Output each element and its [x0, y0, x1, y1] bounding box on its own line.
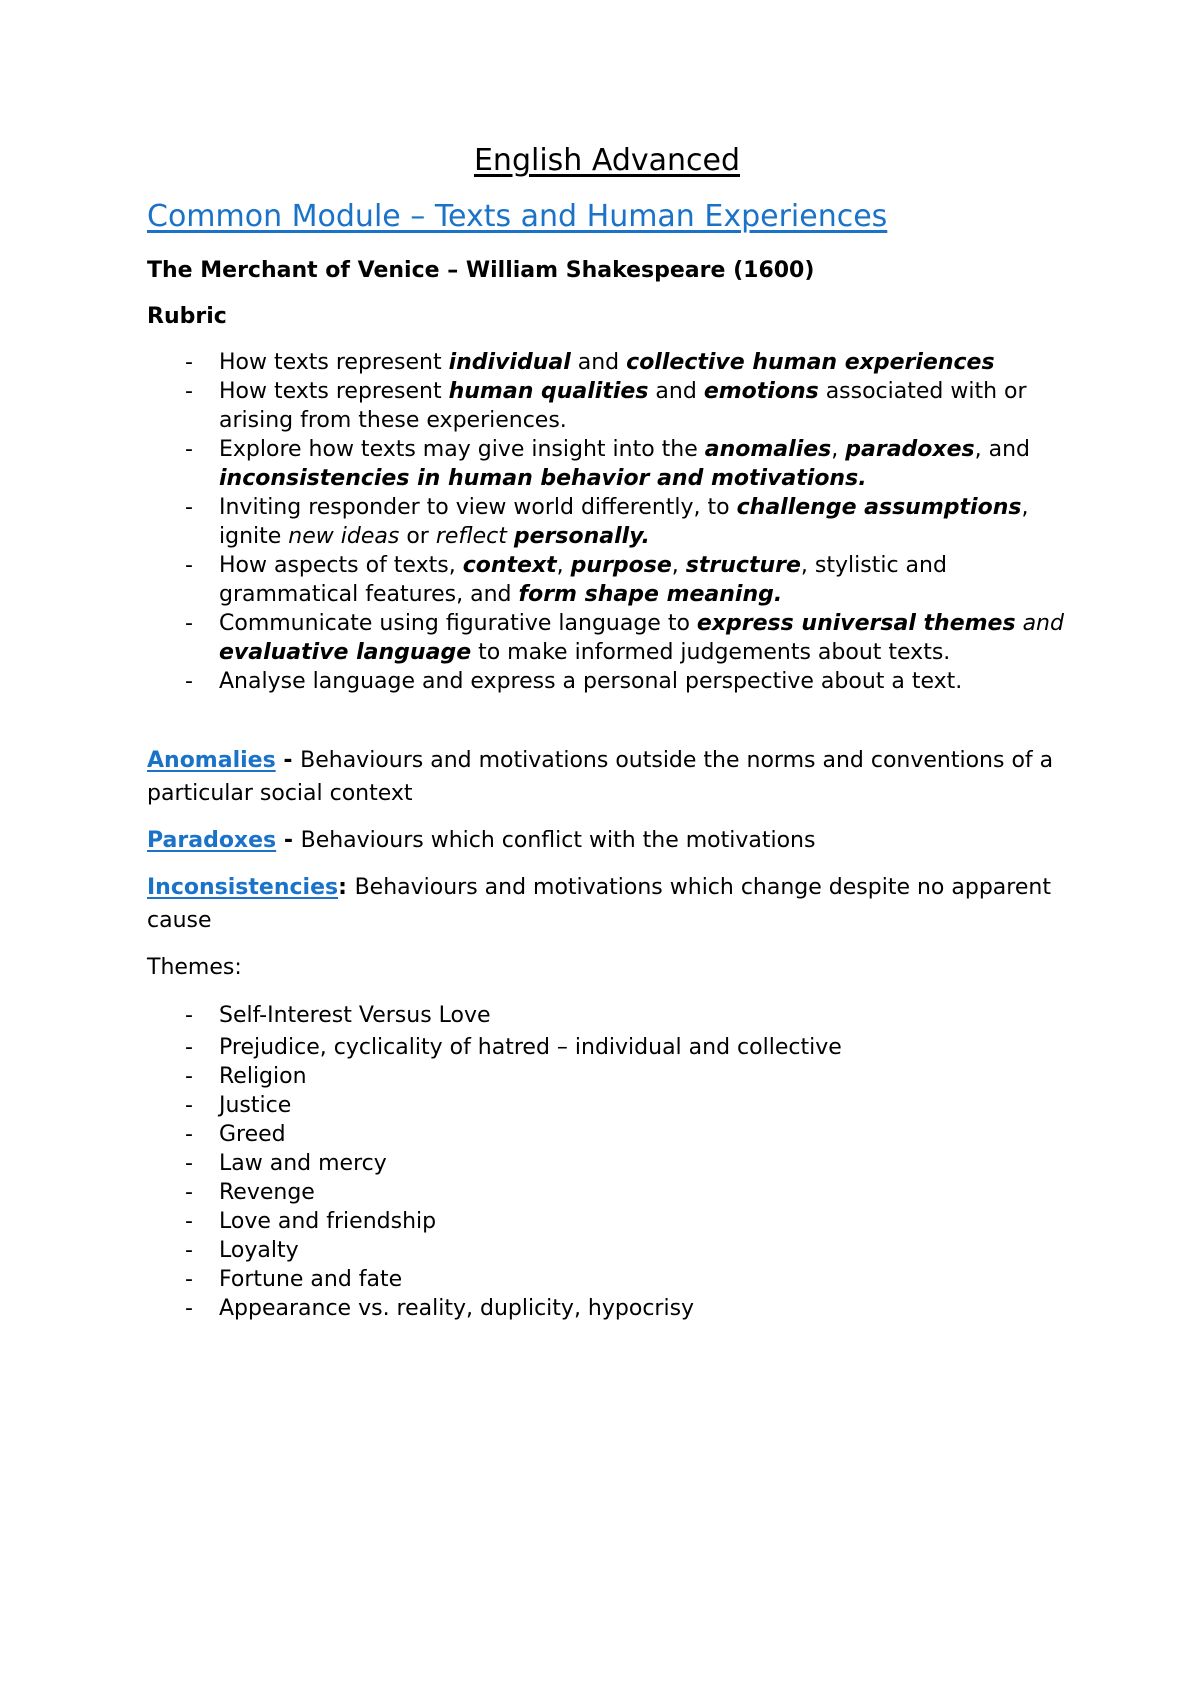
rubric-emphasis: challenge assumptions	[736, 495, 1022, 520]
rubric-item	[147, 348, 1067, 377]
themes-label: Themes:	[147, 955, 242, 980]
rubric-item	[147, 435, 1067, 493]
rubric-emphasis: individual	[448, 350, 571, 375]
rubric-text: , and	[974, 437, 1031, 462]
bullet-dash: -	[185, 1267, 193, 1292]
theme-text: Revenge	[219, 1180, 315, 1205]
rubric-text: Analyse language and express a personal perspective about a text.	[219, 669, 963, 694]
rubric-emphasis: collective human experiences	[626, 350, 995, 375]
theme-item	[147, 1265, 1067, 1294]
theme-item	[147, 1294, 1067, 1323]
bullet-dash: -	[185, 379, 193, 404]
bullet-dash: -	[185, 1093, 193, 1118]
rubric-emphasis: form shape meaning.	[518, 582, 783, 607]
bullet-dash: -	[185, 1064, 193, 1089]
rubric-item	[147, 493, 1067, 551]
rubric-emphasis: inconsistencies in human behavior and motivations.	[219, 466, 867, 491]
rubric-text: ,	[831, 437, 846, 462]
definition-anomalies	[147, 744, 1067, 810]
term-paradoxes: Paradoxes	[147, 828, 277, 853]
module-heading: Common Module – Texts and Human Experiences	[147, 199, 888, 234]
theme-item	[147, 1120, 1067, 1149]
theme-item	[147, 1001, 1067, 1030]
definition-text: Behaviours and motivations outside the norms and conventions of a particular social context	[147, 748, 1054, 806]
bullet-dash: -	[185, 669, 193, 694]
rubric-text: to make informed judgements about texts.	[471, 640, 951, 665]
term-inconsistencies: Inconsistencies	[147, 875, 339, 900]
rubric-text: How aspects of texts,	[219, 553, 463, 578]
definition-separator: :	[338, 875, 355, 900]
theme-item	[147, 1207, 1067, 1236]
theme-text: Religion	[219, 1064, 307, 1089]
definition-separator: -	[275, 748, 301, 773]
rubric-text	[507, 524, 514, 549]
term-anomalies: Anomalies	[147, 748, 276, 773]
bullet-dash: -	[185, 1296, 193, 1321]
rubric-emphasis: structure	[685, 553, 801, 578]
rubric-text: and	[648, 379, 704, 404]
rubric-text: , ignite	[219, 495, 1029, 549]
document-title: English Advanced	[473, 143, 741, 178]
rubric-text: Explore how texts may give insight into the	[219, 437, 705, 462]
rubric-item	[147, 667, 1067, 696]
bullet-dash: -	[185, 437, 193, 462]
theme-item	[147, 1178, 1067, 1207]
rubric-emphasis: human qualities	[448, 379, 649, 404]
rubric-emphasis: personally.	[513, 524, 650, 549]
rubric-item	[147, 609, 1067, 667]
bullet-dash: -	[185, 611, 193, 636]
rubric-item	[147, 377, 1067, 435]
rubric-item	[147, 551, 1067, 609]
theme-item	[147, 1236, 1067, 1265]
theme-text: Appearance vs. reality, duplicity, hypocrisy	[219, 1296, 695, 1321]
rubric-text: ,	[671, 553, 686, 578]
theme-item	[147, 1091, 1067, 1120]
rubric-italic: reflect	[435, 524, 507, 549]
rubric-text: Inviting responder to view world differently, to	[219, 495, 737, 520]
rubric-italic: and	[1022, 611, 1064, 636]
bullet-dash: -	[185, 1122, 193, 1147]
theme-list	[147, 1001, 1067, 1323]
rubric-emphasis: purpose	[570, 553, 672, 578]
rubric-heading: Rubric	[147, 304, 227, 329]
rubric-italic: new ideas	[288, 524, 400, 549]
bullet-dash: -	[185, 1209, 193, 1234]
theme-text: Love and friendship	[219, 1209, 437, 1234]
theme-text: Law and mercy	[219, 1151, 387, 1176]
theme-item	[147, 1033, 1067, 1062]
rubric-emphasis: paradoxes	[845, 437, 975, 462]
bullet-dash: -	[185, 1003, 193, 1028]
theme-text: Self-Interest Versus Love	[219, 1003, 491, 1028]
theme-text: Prejudice, cyclicality of hatred – individual and collective	[219, 1035, 842, 1060]
rubric-text: Communicate using figurative language to	[219, 611, 697, 636]
bullet-dash: -	[185, 495, 193, 520]
text-title: The Merchant of Venice – William Shakespeare (1600)	[147, 258, 815, 283]
rubric-text	[1016, 611, 1023, 636]
rubric-text: or	[399, 524, 436, 549]
rubric-text: and	[570, 350, 627, 375]
theme-text: Justice	[219, 1093, 292, 1118]
rubric-emphasis: express universal themes	[696, 611, 1016, 636]
bullet-dash: -	[185, 1035, 193, 1060]
theme-text: Greed	[219, 1122, 286, 1147]
rubric-text: ,	[556, 553, 571, 578]
bullet-dash: -	[185, 1238, 193, 1263]
rubric-text: How texts represent	[219, 350, 449, 375]
definition-paradoxes	[147, 824, 1067, 857]
definition-text: Behaviours which conflict with the motivations	[300, 828, 816, 853]
definition-inconsistencies	[147, 871, 1067, 937]
bullet-dash: -	[185, 1151, 193, 1176]
document-page	[147, 140, 1067, 1323]
theme-text: Loyalty	[219, 1238, 299, 1263]
rubric-text: associated with or arising from these experiences.	[219, 379, 1027, 433]
theme-item	[147, 1149, 1067, 1178]
rubric-text: , stylistic and grammatical features, and	[219, 553, 947, 607]
rubric-emphasis: anomalies	[704, 437, 832, 462]
bullet-dash: -	[185, 350, 193, 375]
rubric-text: How texts represent	[219, 379, 449, 404]
theme-item	[147, 1062, 1067, 1091]
definition-text: Behaviours and motivations which change despite no apparent cause	[147, 875, 1051, 933]
rubric-emphasis: context	[462, 553, 557, 578]
rubric-emphasis: emotions	[703, 379, 819, 404]
bullet-dash: -	[185, 1180, 193, 1205]
theme-text: Fortune and fate	[219, 1267, 403, 1292]
bullet-dash: -	[185, 553, 193, 578]
definition-separator: -	[276, 828, 301, 853]
rubric-list	[147, 348, 1067, 696]
rubric-emphasis: evaluative language	[219, 640, 472, 665]
